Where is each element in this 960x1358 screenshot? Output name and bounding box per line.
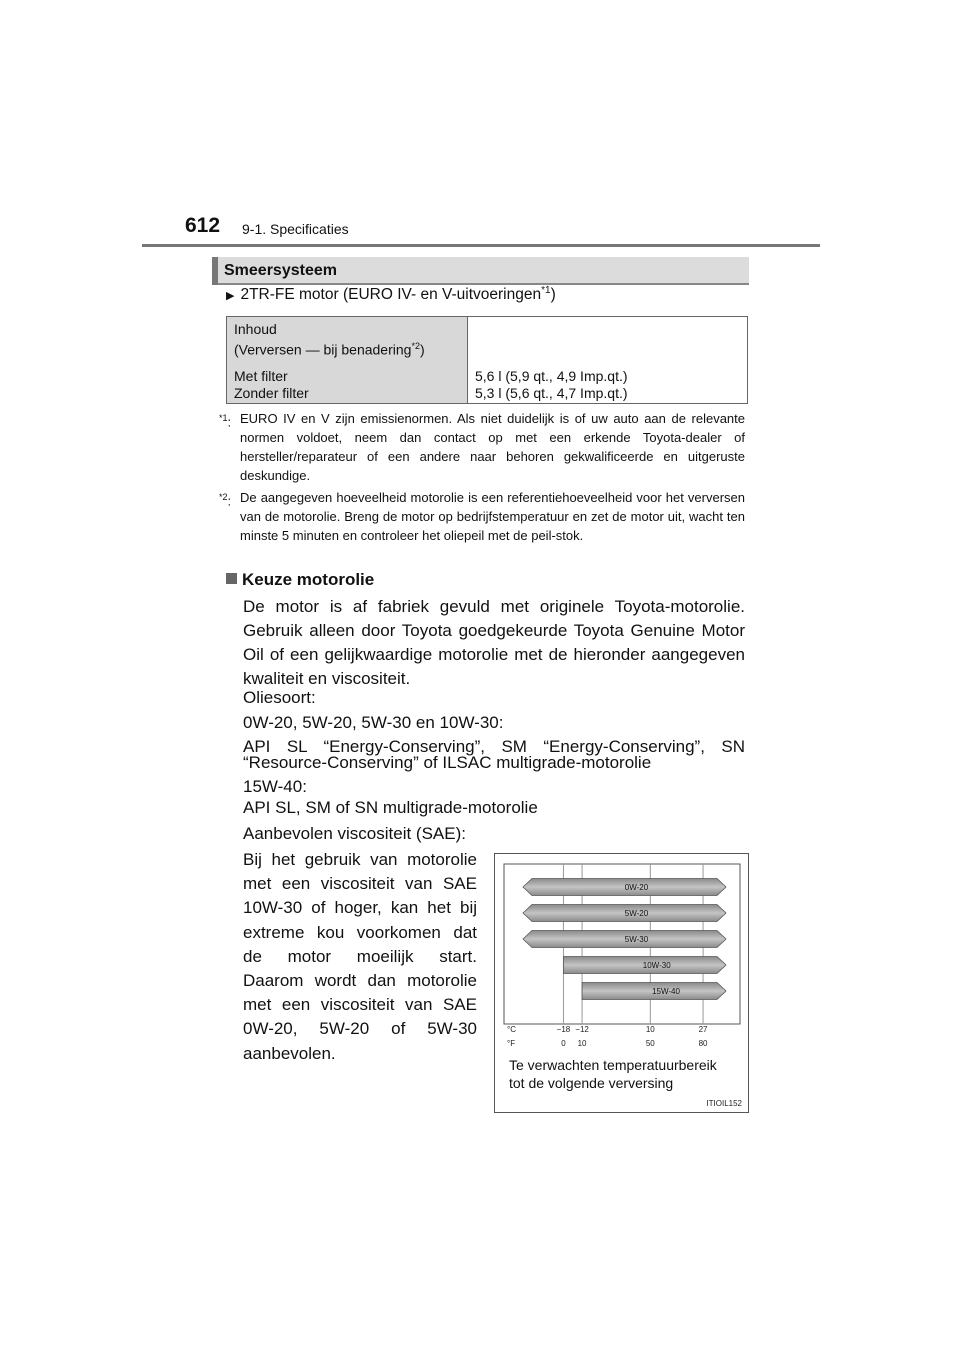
fahrenheit-tick-label: 10: [577, 1039, 587, 1048]
capacity-heading-text: (Verversen — bij benadering: [234, 341, 412, 358]
section-title: Smeersysteem: [224, 262, 337, 279]
viscosity-bar-label: 5W-30: [624, 935, 649, 944]
viscosity-bar-label: 15W-40: [652, 987, 680, 996]
section-title-bar: [212, 257, 218, 285]
footnote-text: EURO IV en V zijn emissienormen. Als niet duidelijk is of uw auto aan de relevante normen voldoet, neem dan contact op met een erkende Toyota-dealer of hersteller/reparateur of een andere naar behoren gekwalificeerde en uitgeruste deskundige.: [240, 411, 745, 483]
capacity-heading-line2: [234, 338, 425, 359]
viscosity-advice: Bij het gebruik van motorolie met een viscositeit van SAE 10W-30 of hoger, kan het bij extreme kou voorkomen dat de motor moeilijk start. Daarom wordt dan motorolie met een viscositeit van SAE 0W-20, 5W-20 of 5W-30 aanbevolen.: [243, 850, 477, 1063]
oil-grade1-spec-a: API SL “Energy-Conserving”, SM “Energy-Conserving”, SN: [243, 737, 745, 756]
section-path: 9-1. Specificaties: [242, 221, 349, 237]
engine-label: 2TR-FE motor (EURO IV- en V-uitvoeringen: [240, 286, 542, 304]
viscosity-bars: [523, 879, 726, 1000]
celsius-tick-label: −12: [575, 1025, 589, 1034]
fahrenheit-tick-label: 50: [645, 1039, 655, 1048]
viscosity-bar-label: 5W-20: [624, 909, 649, 918]
capacity-row-value: 5,6 l (5,9 qt., 4,9 Imp.qt.): [475, 368, 628, 384]
figure-id: ITIOIL152: [706, 1099, 742, 1108]
oil-grade1: 0W-20, 5W-20, 5W-30 en 10W-30:: [243, 713, 504, 732]
capacity-table: [226, 316, 748, 404]
header-rule: [142, 244, 820, 247]
oil-type-label: Oliesoort:: [243, 688, 316, 707]
triangle-bullet-icon: ▶: [226, 290, 235, 303]
square-bullet-icon: [226, 573, 237, 584]
oil-heading-text: Keuze motorolie: [242, 570, 375, 589]
capacity-heading-close: ): [419, 341, 425, 358]
celsius-tick-label: 10: [645, 1025, 655, 1034]
footnote-mark: *1: [219, 413, 228, 423]
figure-caption-line1: Te verwachten temperatuurbereik: [509, 1057, 717, 1073]
celsius-tick-label: 27: [698, 1025, 708, 1034]
oil-grade2-spec: API SL, SM of SN multigrade-motorolie: [243, 798, 538, 817]
footnote-mark: *2: [219, 492, 228, 502]
oil-intro: De motor is af fabriek gevuld met originele Toyota-motorolie. Gebruik alleen door Toyota goedgekeurde Toyota Genuine Motor Oil of een gelijkwaardige motorolie met de hieronder aangegeven kwaliteit en viscositeit.: [243, 597, 745, 688]
capacity-row-label: Zonder filter: [234, 385, 309, 401]
footnote-2: $^{*2}$: De aangegeven hoeveelheid motorolie is een referentiehoeveelheid voor het verversen van de motorolie. Breng de motor op bedrijfstemperatuur en zet de motor uit, wacht ten minste 5 minuten en controleer het oliepeil met de peil-stok.: [219, 490, 745, 543]
footnote-1: $^{*1}$: EURO IV en V zijn emissienormen. Als niet duidelijk is of uw auto aan de relevante normen voldoet, neem dan contact op met een erkende Toyota-dealer of hersteller/reparateur of een andere naar behoren gekwalificeerde en uitgeruste deskundige.: [219, 411, 745, 483]
engine-note-mark: *1: [541, 285, 551, 296]
capacity-heading-mark: *2: [411, 341, 420, 351]
engine-close: ): [550, 286, 556, 304]
capacity-row-label: Met filter: [234, 368, 288, 384]
viscosity-bar-label: 10W-30: [642, 961, 671, 970]
viscosity-bar-label: 0W-20: [624, 883, 649, 892]
capacity-row-value: 5,3 l (5,6 qt., 4,7 Imp.qt.): [475, 385, 628, 401]
oil-grade2: 15W-40:: [243, 777, 307, 796]
celsius-tick-label: −18: [556, 1025, 571, 1034]
tick-labels: [557, 1025, 708, 1048]
footnote-text: De aangegeven hoeveelheid motorolie is een referentiehoeveelheid voor het verversen van de motorolie. Breng de motor op bedrijfstemperatuur en zet de motor uit, wacht ten minste 5 minuten en controleer het oliepeil met de peil-stok.: [240, 490, 745, 543]
oil-grade1-spec-b: “Resource-Conserving” of ILSAC multigrade-motorolie: [243, 753, 652, 772]
viscosity-figure: [494, 853, 749, 1113]
viscosity-chart: [495, 854, 748, 1112]
fahrenheit-label: °F: [507, 1039, 516, 1048]
oil-heading: [226, 570, 374, 590]
viscosity-label: Aanbevolen viscositeit (SAE):: [243, 824, 466, 843]
celsius-label: °C: [507, 1025, 516, 1034]
capacity-heading-line1: Inhoud: [234, 321, 277, 337]
page-number: 612: [185, 214, 221, 237]
fahrenheit-tick-label: 0: [561, 1039, 566, 1048]
figure-caption-line2: tot de volgende verversing: [509, 1075, 674, 1091]
fahrenheit-tick-label: 80: [698, 1039, 708, 1048]
engine-heading: [226, 285, 556, 304]
